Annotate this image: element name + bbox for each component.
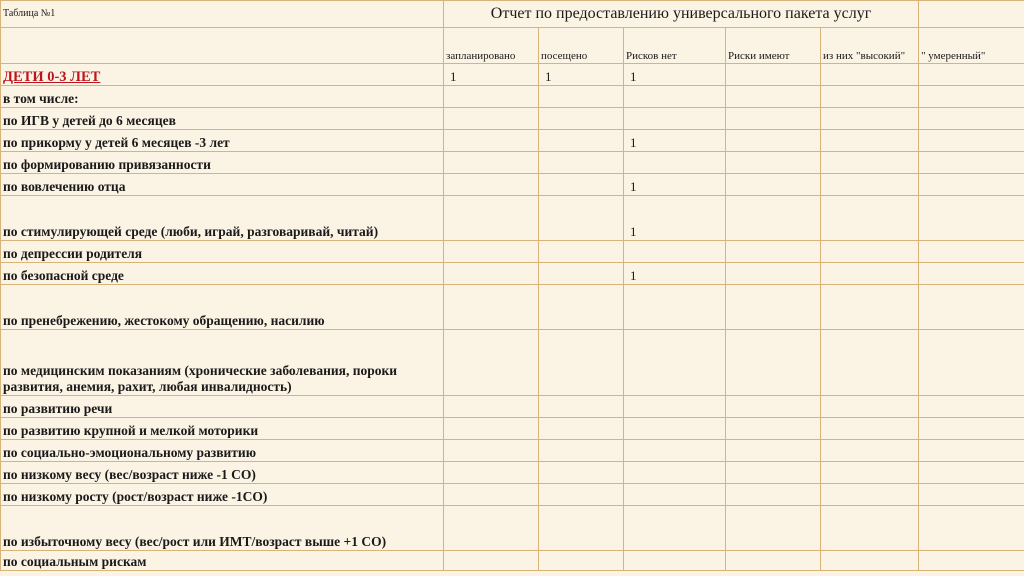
table-cell — [919, 506, 1024, 551]
table-cell — [726, 285, 821, 330]
table-cell — [539, 130, 624, 152]
row-label: по ИГВ у детей до 6 месяцев — [1, 108, 444, 130]
table-cell — [539, 86, 624, 108]
table-cell — [821, 108, 919, 130]
report-title: Отчет по предоставлению универсального пакета услуг — [444, 1, 919, 28]
table-row — [1, 551, 1024, 571]
table-cell — [444, 551, 539, 571]
table-cell — [919, 462, 1024, 484]
table-cell — [444, 196, 539, 241]
table-row — [1, 64, 1024, 86]
row-label: ДЕТИ 0-3 ЛЕТ — [1, 64, 444, 86]
table-row — [1, 462, 1024, 484]
table-cell — [726, 506, 821, 551]
table-cell: 1 — [624, 130, 726, 152]
table-cell — [624, 484, 726, 506]
table-cell — [539, 174, 624, 196]
table-cell — [539, 551, 624, 571]
row-label: по избыточному весу (вес/рост или ИМТ/возраст выше +1 СО) — [1, 506, 444, 551]
table-cell — [919, 551, 1024, 571]
table-row — [1, 285, 1024, 330]
table-cell — [821, 152, 919, 174]
table-row — [1, 108, 1024, 130]
table-cell — [726, 263, 821, 285]
table-cell — [821, 440, 919, 462]
table-cell — [539, 484, 624, 506]
table-cell — [821, 174, 919, 196]
table-row — [1, 263, 1024, 285]
table-cell — [821, 418, 919, 440]
table-cell — [444, 440, 539, 462]
table-cell — [726, 241, 821, 263]
table-cell — [919, 396, 1024, 418]
table-cell — [624, 86, 726, 108]
table-cell — [726, 396, 821, 418]
row-label: по вовлечению отца — [1, 174, 444, 196]
table-cell — [444, 484, 539, 506]
table-cell: 1 — [444, 64, 539, 86]
table-cell — [726, 174, 821, 196]
table-row — [1, 418, 1024, 440]
table-cell — [821, 551, 919, 571]
table-cell — [919, 330, 1024, 396]
table-cell: 1 — [624, 196, 726, 241]
table-cell — [919, 484, 1024, 506]
table-cell — [821, 396, 919, 418]
table-cell: 1 — [624, 64, 726, 86]
table-cell — [539, 396, 624, 418]
table-cell: 1 — [539, 64, 624, 86]
table-cell — [444, 506, 539, 551]
table-cell — [624, 285, 726, 330]
table-cell — [726, 130, 821, 152]
table-cell — [919, 418, 1024, 440]
table-cell — [539, 152, 624, 174]
row-label: по медицинским показаниям (хронические заболевания, пороки развития, анемия, рахит, любая инвалидность) — [1, 330, 444, 396]
table-cell — [624, 108, 726, 130]
table-cell — [444, 174, 539, 196]
table-cell — [624, 330, 726, 396]
column-header-planned: запланировано — [444, 28, 539, 64]
table-cell — [919, 440, 1024, 462]
table-row — [1, 506, 1024, 551]
table-cell — [624, 418, 726, 440]
table-cell — [919, 174, 1024, 196]
empty-cell — [919, 1, 1024, 28]
column-header-no-risks: Рисков нет — [624, 28, 726, 64]
row-label: по стимулирующей среде (люби, играй, разговаривай, читай) — [1, 196, 444, 241]
table-cell — [624, 551, 726, 571]
table-cell — [821, 196, 919, 241]
table-cell — [624, 462, 726, 484]
table-cell — [726, 64, 821, 86]
table-caption: Таблица №1 — [1, 1, 444, 28]
row-label: по развитию речи — [1, 396, 444, 418]
table-cell — [726, 108, 821, 130]
table-cell — [821, 506, 919, 551]
row-label: по прикорму у детей 6 месяцев -3 лет — [1, 130, 444, 152]
row-label: по формированию привязанности — [1, 152, 444, 174]
row-label: по пренебрежению, жестокому обращению, насилию — [1, 285, 444, 330]
table-row — [1, 86, 1024, 108]
table-cell — [726, 462, 821, 484]
table-cell — [919, 285, 1024, 330]
column-header-high: из них "высокий" — [821, 28, 919, 64]
table-cell — [539, 196, 624, 241]
table-cell — [821, 130, 919, 152]
table-cell — [539, 241, 624, 263]
table-cell — [726, 551, 821, 571]
table-cell — [821, 462, 919, 484]
table-row — [1, 174, 1024, 196]
table-cell — [726, 330, 821, 396]
table-cell — [539, 285, 624, 330]
table-cell — [444, 330, 539, 396]
table-cell: 1 — [624, 263, 726, 285]
table-row — [1, 196, 1024, 241]
table-cell — [539, 462, 624, 484]
row-label: по низкому весу (вес/возраст ниже -1 СО) — [1, 462, 444, 484]
row-label: по социальным рискам — [1, 551, 444, 571]
table-cell — [919, 108, 1024, 130]
table-cell — [726, 440, 821, 462]
table-cell — [821, 484, 919, 506]
table-cell — [919, 152, 1024, 174]
table-cell — [919, 64, 1024, 86]
column-header-visited: посещено — [539, 28, 624, 64]
table-cell — [444, 418, 539, 440]
table-cell — [919, 86, 1024, 108]
table-cell — [624, 152, 726, 174]
table-cell — [539, 330, 624, 396]
row-label: по социально-эмоциональному развитию — [1, 440, 444, 462]
table-cell — [539, 440, 624, 462]
table-cell — [726, 484, 821, 506]
table-cell — [624, 396, 726, 418]
table-cell — [444, 396, 539, 418]
table-cell — [821, 64, 919, 86]
table-cell — [821, 285, 919, 330]
row-label: по депрессии родителя — [1, 241, 444, 263]
table-cell — [444, 152, 539, 174]
row-label: в том числе: — [1, 86, 444, 108]
table-cell — [919, 263, 1024, 285]
table-cell: 1 — [624, 174, 726, 196]
table-row — [1, 396, 1024, 418]
table-cell — [539, 108, 624, 130]
table-cell — [821, 330, 919, 396]
title-row — [1, 1, 1024, 28]
table-cell — [919, 196, 1024, 241]
table-cell — [821, 263, 919, 285]
table-cell — [444, 263, 539, 285]
empty-cell — [1, 28, 444, 64]
table-cell — [539, 506, 624, 551]
table-row — [1, 130, 1024, 152]
table-cell — [444, 285, 539, 330]
table-cell — [444, 108, 539, 130]
table-cell — [444, 86, 539, 108]
table-cell — [726, 152, 821, 174]
table-cell — [726, 418, 821, 440]
table-cell — [444, 462, 539, 484]
table-cell — [821, 241, 919, 263]
table-cell — [444, 130, 539, 152]
row-label: по безопасной среде — [1, 263, 444, 285]
header-row — [1, 28, 1024, 64]
row-label: по низкому росту (рост/возраст ниже -1СО) — [1, 484, 444, 506]
table-row — [1, 440, 1024, 462]
table-row — [1, 330, 1024, 396]
table-cell — [624, 506, 726, 551]
table-cell — [624, 440, 726, 462]
table-cell — [919, 130, 1024, 152]
table-row — [1, 484, 1024, 506]
table-row — [1, 241, 1024, 263]
column-header-have-risks: Риски имеют — [726, 28, 821, 64]
table-cell — [919, 241, 1024, 263]
table-cell — [821, 86, 919, 108]
table-cell — [444, 241, 539, 263]
table-cell — [726, 196, 821, 241]
table-row — [1, 152, 1024, 174]
table-cell — [624, 241, 726, 263]
table-cell — [539, 263, 624, 285]
table-cell — [539, 418, 624, 440]
row-label: по развитию крупной и мелкой моторики — [1, 418, 444, 440]
column-header-moderate: " умеренный" — [919, 28, 1024, 64]
table-cell — [726, 86, 821, 108]
